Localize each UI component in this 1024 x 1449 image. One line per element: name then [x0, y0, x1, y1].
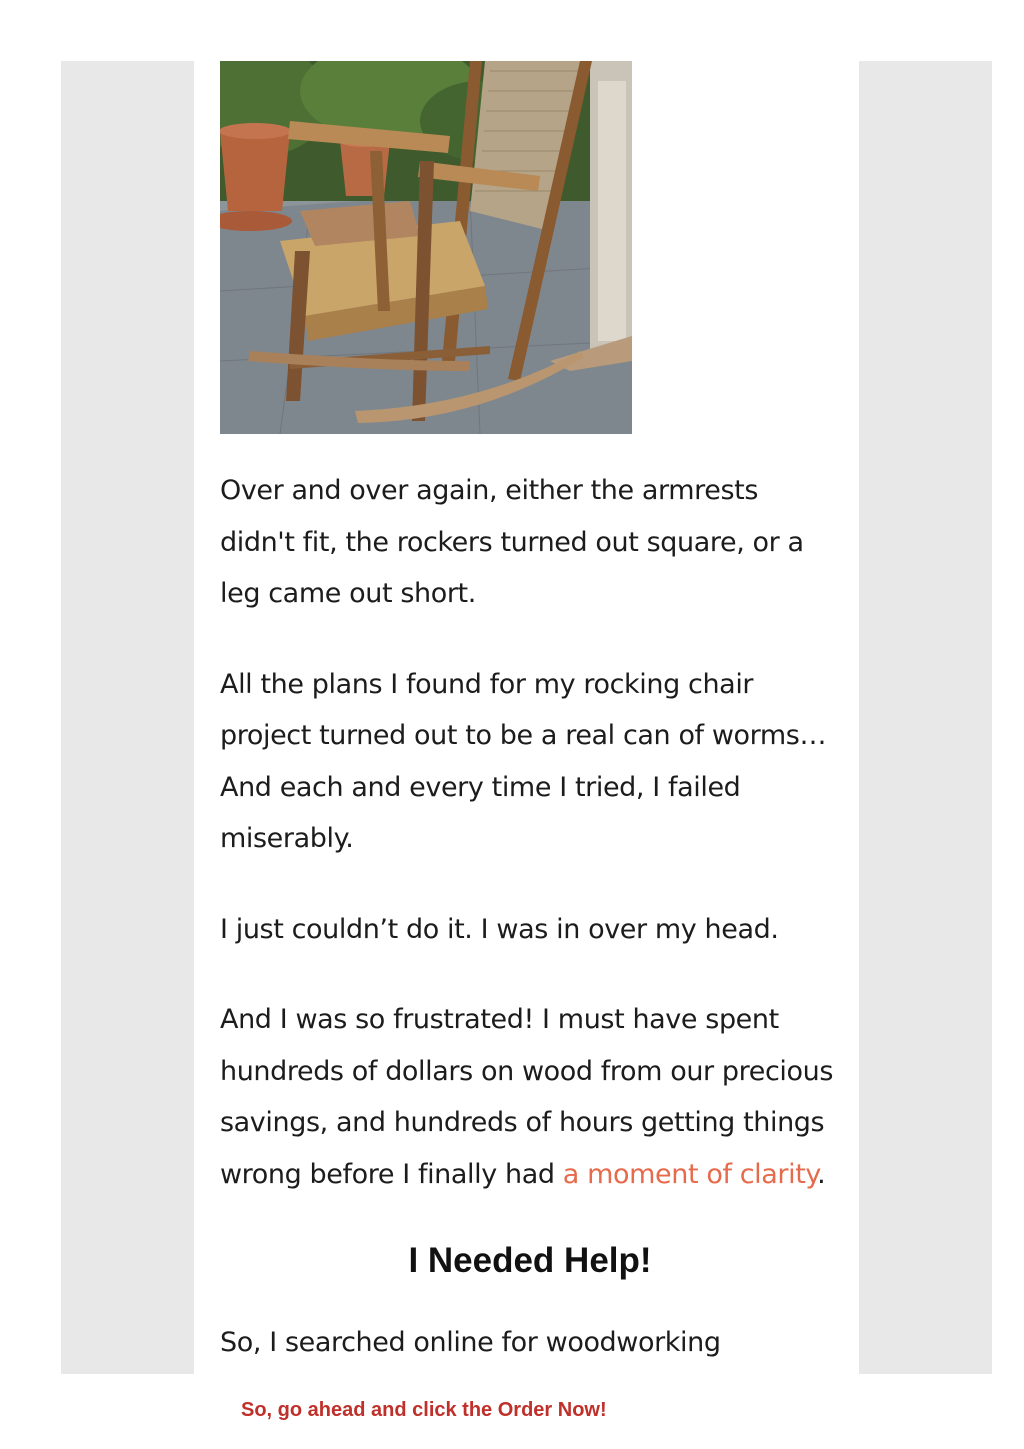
- order-now-cta: So, go ahead and click the Order Now!: [241, 1399, 607, 1421]
- article-body: [220, 465, 840, 1374]
- article-column: [194, 61, 859, 1374]
- moment-of-clarity-link[interactable]: a moment of clarity: [562, 1158, 818, 1190]
- paragraph-3: I just couldn’t do it. I was in over my head.: [220, 913, 779, 945]
- paragraph-2: All the plans I found for my rocking chair project turned out to be a real can of worms… And each and every time I tried, I failed miserably.: [220, 668, 827, 854]
- paragraph-1: Over and over again, either the armrests didn't fit, the rockers turned out square, or a leg came out short.: [220, 475, 804, 609]
- article-frame: [61, 61, 992, 1374]
- paragraph-4-end: .: [817, 1158, 826, 1190]
- paragraph-5: So, I searched online for woodworking: [220, 1327, 721, 1358]
- rocking-chair-image: [220, 61, 632, 434]
- paragraph-4-text: And I was so frustrated! I must have spent hundreds of dollars on wood from our precious savings, and hundreds of hours getting things wrong before I finally had: [220, 1004, 834, 1190]
- paragraph-4: [220, 994, 840, 1200]
- section-heading: I Needed Help!: [408, 1241, 652, 1280]
